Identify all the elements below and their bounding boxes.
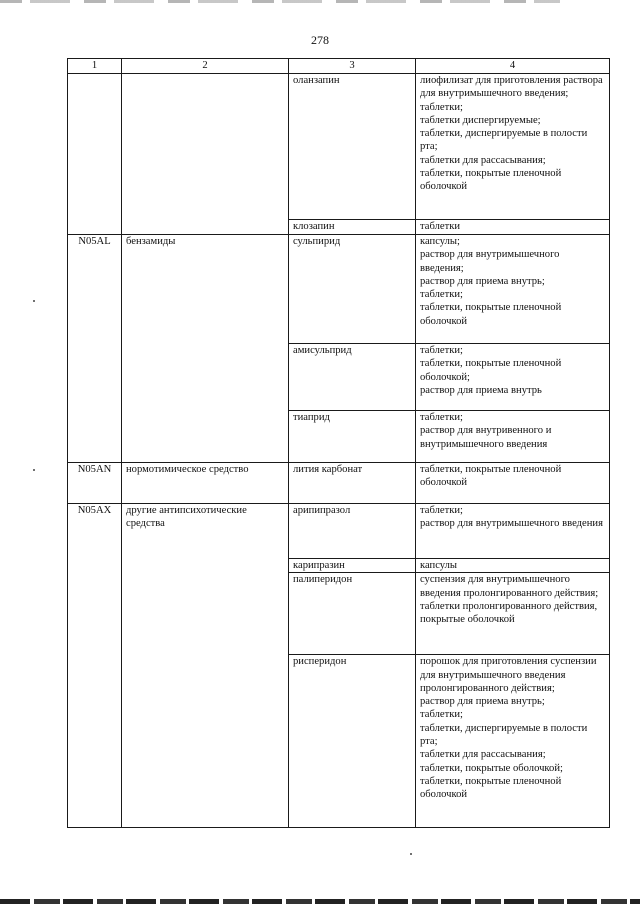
dosage-form: таблетки пролонгированного действия, покрытые оболочкой <box>420 600 598 626</box>
drug-name-cell: палиперидон <box>289 573 416 655</box>
scan-edge-top <box>0 0 560 3</box>
dosage-form: таблетки, покрытые пленочной оболочкой; <box>420 358 562 383</box>
dosage-forms-cell <box>416 411 610 463</box>
dosage-form: раствор для внутримышечного введения <box>420 518 603 530</box>
drug-name-cell: лития карбонат <box>289 463 416 504</box>
table-row <box>68 504 610 559</box>
table-header-row <box>68 59 610 74</box>
dosage-forms-cell <box>416 655 610 828</box>
dosage-forms-cell <box>416 344 610 411</box>
drug-name-cell: карипразин <box>289 559 416 573</box>
column-header: 1 <box>68 59 122 74</box>
drug-name-cell: оланзапин <box>289 74 416 220</box>
scan-speck <box>33 469 35 471</box>
column-header: 4 <box>416 59 610 74</box>
dosage-forms-cell <box>416 573 610 655</box>
group-name-cell: другие антипсихотические средства <box>122 504 289 828</box>
dosage-form: капсулы; <box>420 236 460 247</box>
dosage-form: таблетки, покрытые пленочной оболочкой <box>420 464 562 489</box>
dosage-form: лиофилизат для приготовления раствора для внутримышечного введения; <box>420 75 603 100</box>
dosage-form: таблетки; <box>420 412 463 423</box>
dosage-form: таблетки; <box>420 101 463 113</box>
drug-name-cell: рисперидон <box>289 655 416 828</box>
scan-edge-bottom <box>0 899 640 904</box>
scan-speck <box>33 300 35 302</box>
dosage-form: таблетки, диспергируемые в полости рта; <box>420 722 588 748</box>
dosage-form: суспензия для внутримышечного введения пролонгированного действия; <box>420 574 599 599</box>
dosage-form: таблетки для рассасывания; <box>420 154 546 166</box>
dosage-form: порошок для приготовления суспензии для внутримышечного введения пролонгированного действия; <box>420 656 597 694</box>
drug-name-cell: сульпирид <box>289 235 416 344</box>
column-header: 3 <box>289 59 416 74</box>
dosage-form: таблетки, диспергируемые в полости рта; <box>420 128 588 153</box>
table-row <box>68 463 610 504</box>
dosage-form: раствор для внутривенного и внутримышечного введения <box>420 425 552 450</box>
dosage-form: таблетки для рассасывания; <box>420 749 546 761</box>
drug-name-cell: арипипразол <box>289 504 416 559</box>
dosage-forms-cell <box>416 220 610 235</box>
group-name-cell: бензамиды <box>122 235 289 463</box>
dosage-form: раствор для приема внутрь <box>420 384 542 396</box>
group-name-cell: нормотимическое средство <box>122 463 289 504</box>
dosage-form: таблетки; <box>420 345 463 356</box>
table-row <box>68 74 610 220</box>
atc-code-cell: N05AX <box>68 504 122 828</box>
drug-name-cell: амисульприд <box>289 344 416 411</box>
dosage-form: таблетки, покрытые пленочной оболочкой <box>420 168 562 193</box>
drug-table <box>67 58 610 828</box>
dosage-form: раствор для внутримышечного введения; <box>420 249 560 274</box>
drug-name-cell: клозапин <box>289 220 416 235</box>
dosage-form: таблетки <box>420 221 461 232</box>
atc-code-cell: N05AL <box>68 235 122 463</box>
page-number: 278 <box>311 33 329 47</box>
dosage-forms-cell <box>416 504 610 559</box>
scan-speck <box>410 853 412 855</box>
drug-name-cell: тиаприд <box>289 411 416 463</box>
dosage-form: таблетки диспергируемые; <box>420 114 541 126</box>
dosage-form: таблетки; <box>420 709 463 721</box>
group-name-cell <box>122 74 289 235</box>
dosage-form: таблетки, покрытые оболочкой; <box>420 762 563 774</box>
dosage-form: таблетки, покрытые пленочной оболочкой <box>420 302 562 327</box>
table-row <box>68 235 610 344</box>
dosage-form: таблетки; <box>420 289 463 301</box>
dosage-form: таблетки; <box>420 505 463 516</box>
atc-code-cell: N05AN <box>68 463 122 504</box>
dosage-form: раствор для приема внутрь; <box>420 696 545 708</box>
dosage-forms-cell <box>416 463 610 504</box>
column-header: 2 <box>122 59 289 74</box>
dosage-form: раствор для приема внутрь; <box>420 275 545 287</box>
dosage-forms-cell <box>416 559 610 573</box>
dosage-forms-cell <box>416 74 610 220</box>
dosage-forms-cell <box>416 235 610 344</box>
dosage-form: таблетки, покрытые пленочной оболочкой <box>420 775 562 801</box>
atc-code-cell <box>68 74 122 235</box>
dosage-form: капсулы <box>420 560 458 571</box>
